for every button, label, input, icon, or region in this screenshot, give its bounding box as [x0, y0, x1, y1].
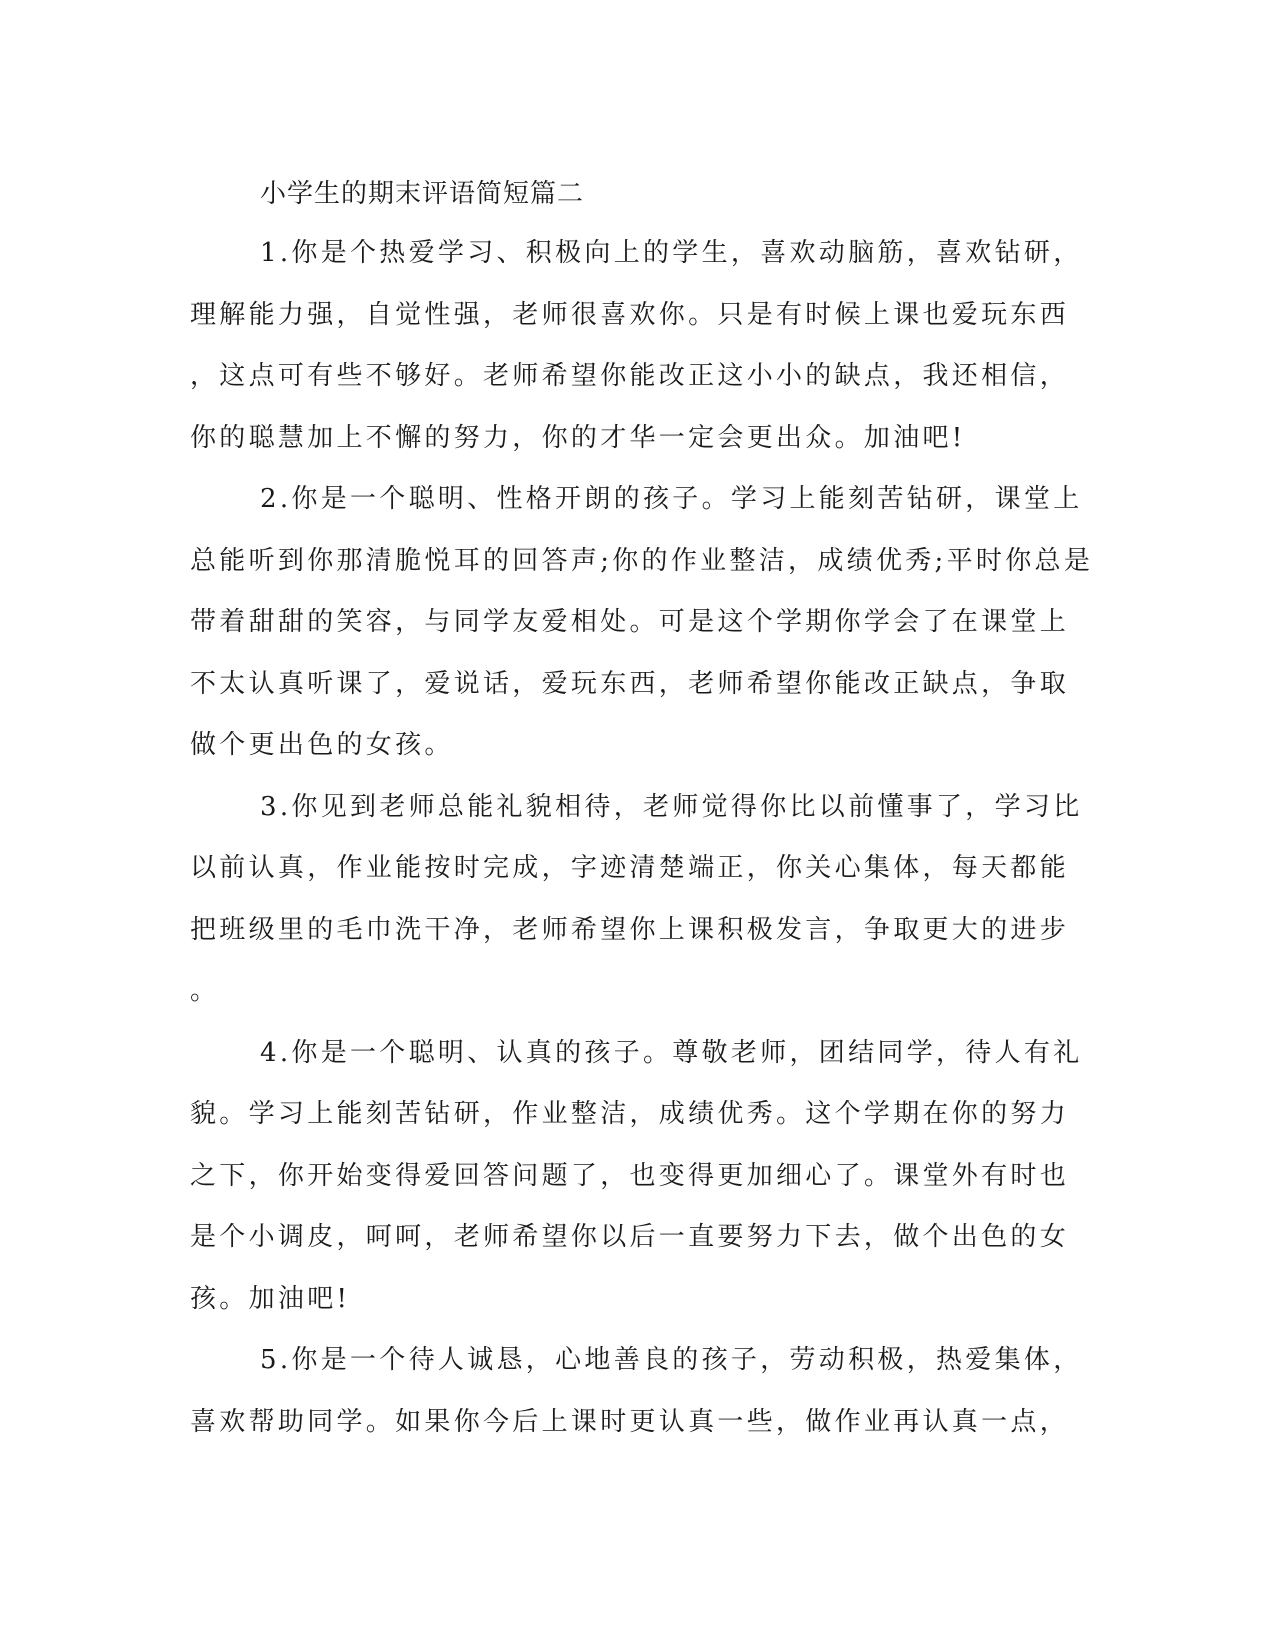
paragraph-line: 2.你是一个聪明、性格开朗的孩子。学习上能刻苦钻研，课堂上: [260, 484, 1083, 514]
paragraph-line: 之下，你开始变得爱回答问题了，也变得更加细心了。课堂外有时也: [190, 1160, 1070, 1191]
paragraph-line: 不太认真听课了，爱说话，爱玩东西，老师希望你能改正缺点，争取: [190, 668, 1070, 699]
paragraph-line: 5.你是一个待人诚恳，心地善良的孩子，劳动积极，热爱集体，: [260, 1345, 1083, 1375]
paragraph-line: 貌。学习上能刻苦钻研，作业整洁，成绩优秀。这个学期在你的努力: [190, 1099, 1070, 1129]
paragraph-line: 。: [190, 976, 220, 1006]
paragraph-line: 喜欢帮助同学。如果你今后上课时更认真一些，做作业再认真一点，: [190, 1406, 1070, 1437]
paragraph-line: 以前认真，作业能按时完成，字迹清楚端正，你关心集体，每天都能: [190, 853, 1070, 883]
paragraph-line: 1.你是个热爱学习、积极向上的学生，喜欢动脑筋，喜欢钻研，: [260, 238, 1083, 268]
document-title: 小学生的期末评语简短篇二: [260, 179, 585, 209]
paragraph-line: 把班级里的毛巾洗干净，老师希望你上课积极发言，争取更大的进步: [190, 914, 1070, 945]
document-page: [190, 165, 1094, 1453]
paragraph-line: 带着甜甜的笑容，与同学友爱相处。可是这个学期你学会了在课堂上: [190, 607, 1070, 637]
paragraph-line: 是个小调皮，呵呵，老师希望你以后一直要努力下去，做个出色的女: [190, 1222, 1070, 1252]
paragraph-5: [190, 1330, 1085, 1453]
paragraph-line: 理解能力强，自觉性强，老师很喜欢你。只是有时候上课也爱玩东西: [190, 299, 1070, 330]
paragraph-1: [190, 223, 1085, 469]
paragraph-3: [190, 777, 1085, 1023]
paragraph-line: 孩。加油吧!: [190, 1283, 351, 1314]
paragraph-line: ，这点可有些不够好。老师希望你能改正这小小的缺点，我还相信，: [190, 361, 1070, 391]
paragraph-line: 你的聪慧加上不懈的努力，你的才华一定会更出众。加油吧!: [190, 422, 966, 453]
paragraph-4: [190, 1023, 1085, 1331]
paragraph-line: 3.你见到老师总能礼貌相待，老师觉得你比以前懂事了，学习比: [260, 791, 1083, 822]
paragraph-line: 做个更出色的女孩。: [190, 730, 454, 760]
paragraph-line: 总能听到你那清脆悦耳的回答声;你的作业整洁，成绩优秀;平时你总是: [190, 545, 1094, 576]
paragraph-line: 4.你是一个聪明、认真的孩子。尊敬老师，团结同学，待人有礼: [260, 1037, 1083, 1068]
paragraph-2: [190, 469, 1094, 777]
